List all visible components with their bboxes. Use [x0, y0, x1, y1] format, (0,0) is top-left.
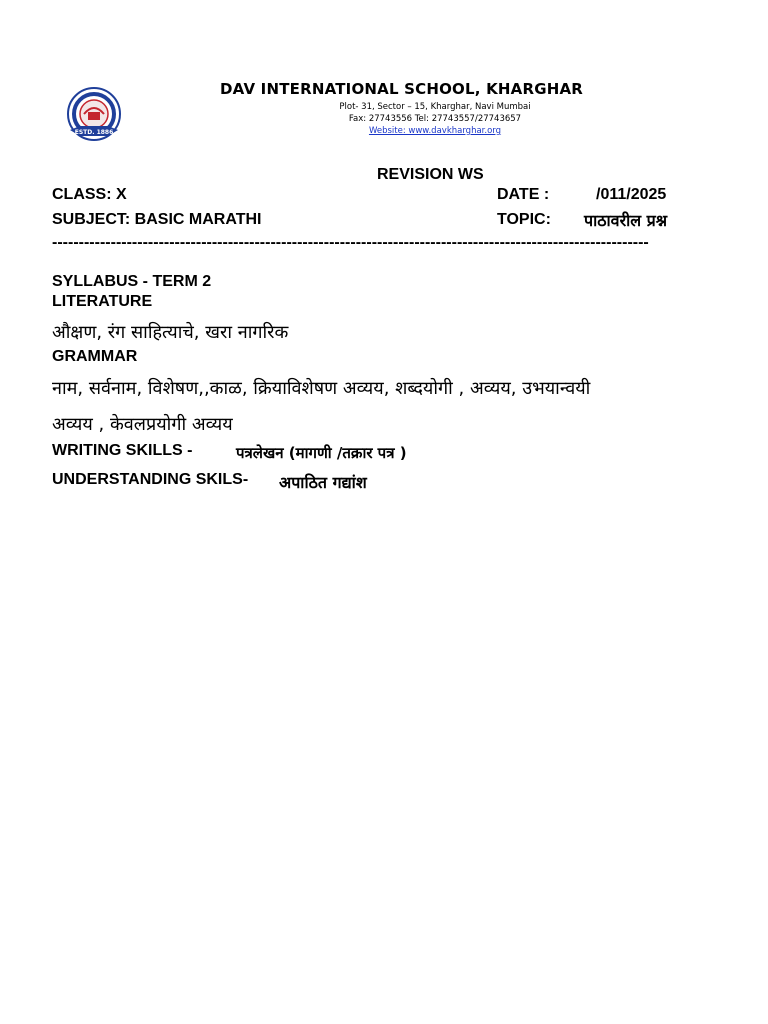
school-address: Plot- 31, Sector – 15, Kharghar, Navi Mumbai: [339, 102, 531, 112]
logo-estd-text: ESTD. 1886: [74, 129, 114, 136]
topic-label: TOPIC:: [497, 211, 551, 228]
worksheet-title: REVISION WS: [377, 166, 484, 183]
literature-items: औक्षण, रंग साहित्याचे, खरा नागरिक: [52, 322, 289, 343]
grammar-heading: GRAMMAR: [52, 348, 138, 365]
school-logo: [62, 84, 126, 148]
writing-skills-heading: WRITING SKILLS -: [52, 442, 193, 459]
subject-label: SUBJECT: BASIC MARATHI: [52, 211, 262, 228]
understanding-skills-items: अपाठित गद्यांश: [279, 473, 367, 492]
class-label: CLASS: X: [52, 186, 127, 203]
grammar-items-line2: अव्यय , केवलप्रयोगी अव्यय: [52, 414, 233, 435]
section-divider: ----------------------------------------------------------------------------------------------------------------: [52, 234, 649, 251]
literature-heading: LITERATURE: [52, 293, 153, 310]
date-label: DATE :: [497, 186, 550, 203]
topic-value: पाठावरील प्रश्न: [584, 211, 668, 230]
school-contact: Fax: 27743556 Tel: 27743557/27743657: [348, 114, 522, 124]
syllabus-heading: SYLLABUS - TERM 2: [52, 273, 212, 290]
writing-skills-items: पत्रलेखन (मागणी /तक्रार पत्र ): [236, 444, 407, 462]
grammar-items-line1: नाम, सर्वनाम, विशेषण,,काळ, क्रियाविशेषण अव्यय, शब्दयोगी , अव्यय, उभयान्वयी: [52, 378, 591, 399]
date-value: /011/2025: [596, 186, 667, 203]
understanding-skills-heading: UNDERSTANDING SKILS-: [52, 471, 249, 488]
school-name: DAV INTERNATIONAL SCHOOL, KHARGHAR: [220, 80, 584, 98]
school-website-link[interactable]: Website: www.davkharghar.org: [368, 126, 502, 136]
